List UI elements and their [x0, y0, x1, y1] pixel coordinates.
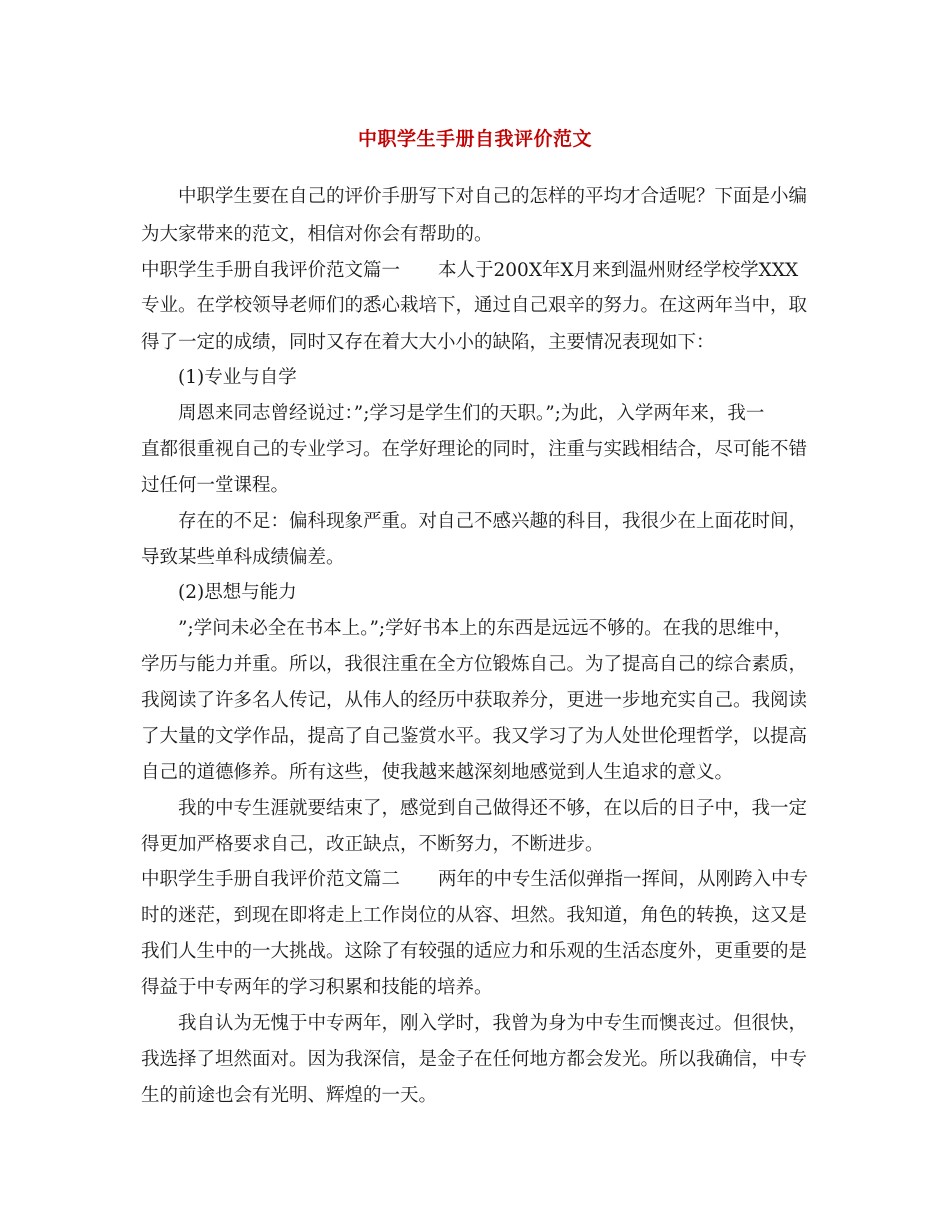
text-line: [141, 868, 808, 892]
subheading: (2)思想与能力: [178, 582, 297, 603]
text-line: 了大量的文学作品，提高了自己鉴赏水平。我又学习了为人处世伦理哲学，以提高: [141, 726, 808, 747]
text-line: 得了一定的成绩，同时又存在着大大小小的缺陷，主要情况表现如下：: [141, 332, 715, 353]
section-heading: 中职学生手册自我评价范文篇二: [141, 869, 401, 890]
text-line: 过任何一堂课程。: [141, 475, 290, 496]
text-line: 生的前途也会有光明、辉煌的一天。: [141, 1085, 438, 1106]
section-heading: 中职学生手册自我评价范文篇一: [141, 260, 401, 281]
text-line: 我们人生中的一大挑战。这除了有较强的适应力和乐观的生活态度外，更重要的是: [141, 941, 808, 962]
text-line: 我选择了坦然面对。因为我深信，是金子在任何地方都会发光。所以我确信，中专: [141, 1049, 808, 1070]
text-span: 两年的中专生活似弹指一挥间，从刚跨入中专: [438, 869, 809, 890]
text-line: 存在的不足：偏科现象严重。对自己不感兴趣的科目，我很少在上面花时间，: [178, 511, 808, 532]
text-line: 我阅读了许多名人传记，从伟人的经历中获取养分，更进一步地充实自己。我阅读: [141, 690, 808, 711]
text-line: 得更加严格要求自己，改正缺点，不断努力，不断进步。: [141, 834, 604, 855]
text-line: 直都很重视自己的专业学习。在学好理论的同时，注重与实践相结合，尽可能不错: [141, 439, 808, 460]
text-line: 我的中专生涯就要结束了，感觉到自己做得还不够，在以后的日子中，我一定: [178, 798, 808, 819]
text-line: [141, 259, 798, 283]
text-line: 中职学生要在自己的评价手册写下对自己的怎样的平均才合适呢？下面是小编: [178, 186, 808, 207]
document-title: 中职学生手册自我评价范文: [357, 128, 592, 150]
text-line: 时的迷茫，到现在即将走上工作岗位的从容、坦然。我知道，角色的转换，这又是: [141, 905, 808, 926]
subheading: (1)专业与自学: [178, 367, 297, 388]
text-line: 为大家带来的范文，相信对你会有帮助的。: [141, 224, 493, 245]
text-line: 自己的道德修养。所有这些，使我越来越深刻地感觉到人生追求的意义。: [141, 762, 734, 783]
text-line: 得益于中专两年的学习积累和技能的培养。: [141, 977, 493, 998]
text-line: 学历与能力并重。所以，我很注重在全方位锻炼自己。为了提高自己的综合素质，: [141, 654, 808, 675]
text-line: ”;学问未必全在书本上。”;学好书本上的东西是远远不够的。在我的思维中，: [178, 618, 793, 639]
text-span: 本人于200X年X月来到温州财经学校学XXX: [438, 260, 799, 281]
text-line: 导致某些单科成绩偏差。: [141, 547, 345, 568]
text-line: 周恩来同志曾经说过：”;学习是学生们的天职。”;为此，入学两年来，我一: [178, 403, 765, 424]
text-line: 专业。在学校领导老师们的悉心栽培下，通过自己艰辛的努力。在这两年当中，取: [141, 295, 808, 316]
text-line: 我自认为无愧于中专两年，刚入学时，我曾为身为中专生而懊丧过。但很快，: [178, 1013, 808, 1034]
